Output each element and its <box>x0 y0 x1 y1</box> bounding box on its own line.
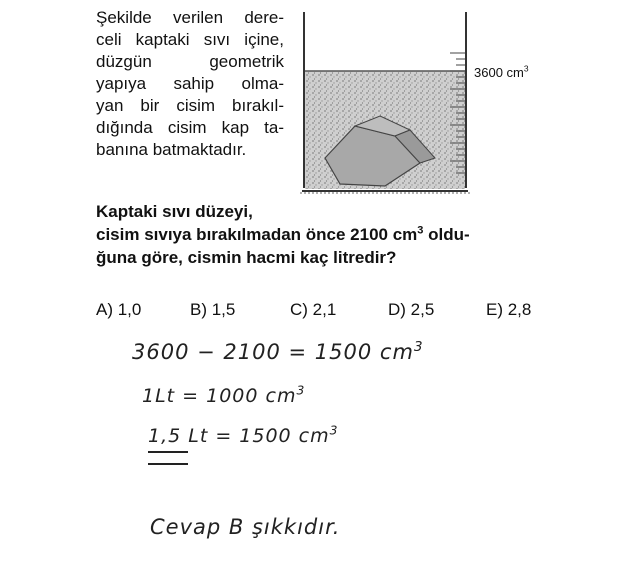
result-double-underline <box>148 451 188 465</box>
handwritten-calculation: 3600 − 2100 = 1500 $cm^3$ <box>132 339 424 364</box>
question-text <box>96 7 284 161</box>
beaker-figure <box>300 8 472 198</box>
question-line: yan bir cisim bırakıl- <box>96 96 284 115</box>
handwritten-answer: Cevap B şıkkıdır. <box>150 515 341 539</box>
choice-a[interactable]: A) 1,0 <box>96 300 142 319</box>
prompt-line: ğuna göre, cismin hacmi kaç litredir? <box>96 248 397 267</box>
handwritten-result: 1,5 Lt = 1500 $cm^3$ <box>148 423 339 447</box>
prompt-line: cisim sıvıya bırakılmadan önce 2100 $cm^3$ oldu- <box>96 224 470 244</box>
prompt-line: Kaptaki sıvı düzeyi, <box>96 202 253 221</box>
handwritten-conversion: 1Lt = 1000 $cm^3$ <box>142 383 306 407</box>
question-line: yapıya sahip olma- <box>96 74 284 93</box>
choice-d[interactable]: D) 2,5 <box>388 300 435 319</box>
choice-e[interactable]: E) 2,8 <box>486 300 532 319</box>
question-line: banına batmaktadır. <box>96 140 247 159</box>
choice-c[interactable]: C) 2,1 <box>290 300 337 319</box>
question-line: celi kaptaki sıvı içine, <box>96 30 284 49</box>
question-line: düzgün geometrik <box>96 52 284 71</box>
volume-label: 3600 $cm^3$ <box>474 63 529 80</box>
question-line: Şekilde verilen dere- <box>96 8 284 27</box>
question-line: dığında cisim kap ta- <box>96 118 284 137</box>
choice-b[interactable]: B) 1,5 <box>190 300 236 319</box>
question-prompt <box>96 200 541 269</box>
